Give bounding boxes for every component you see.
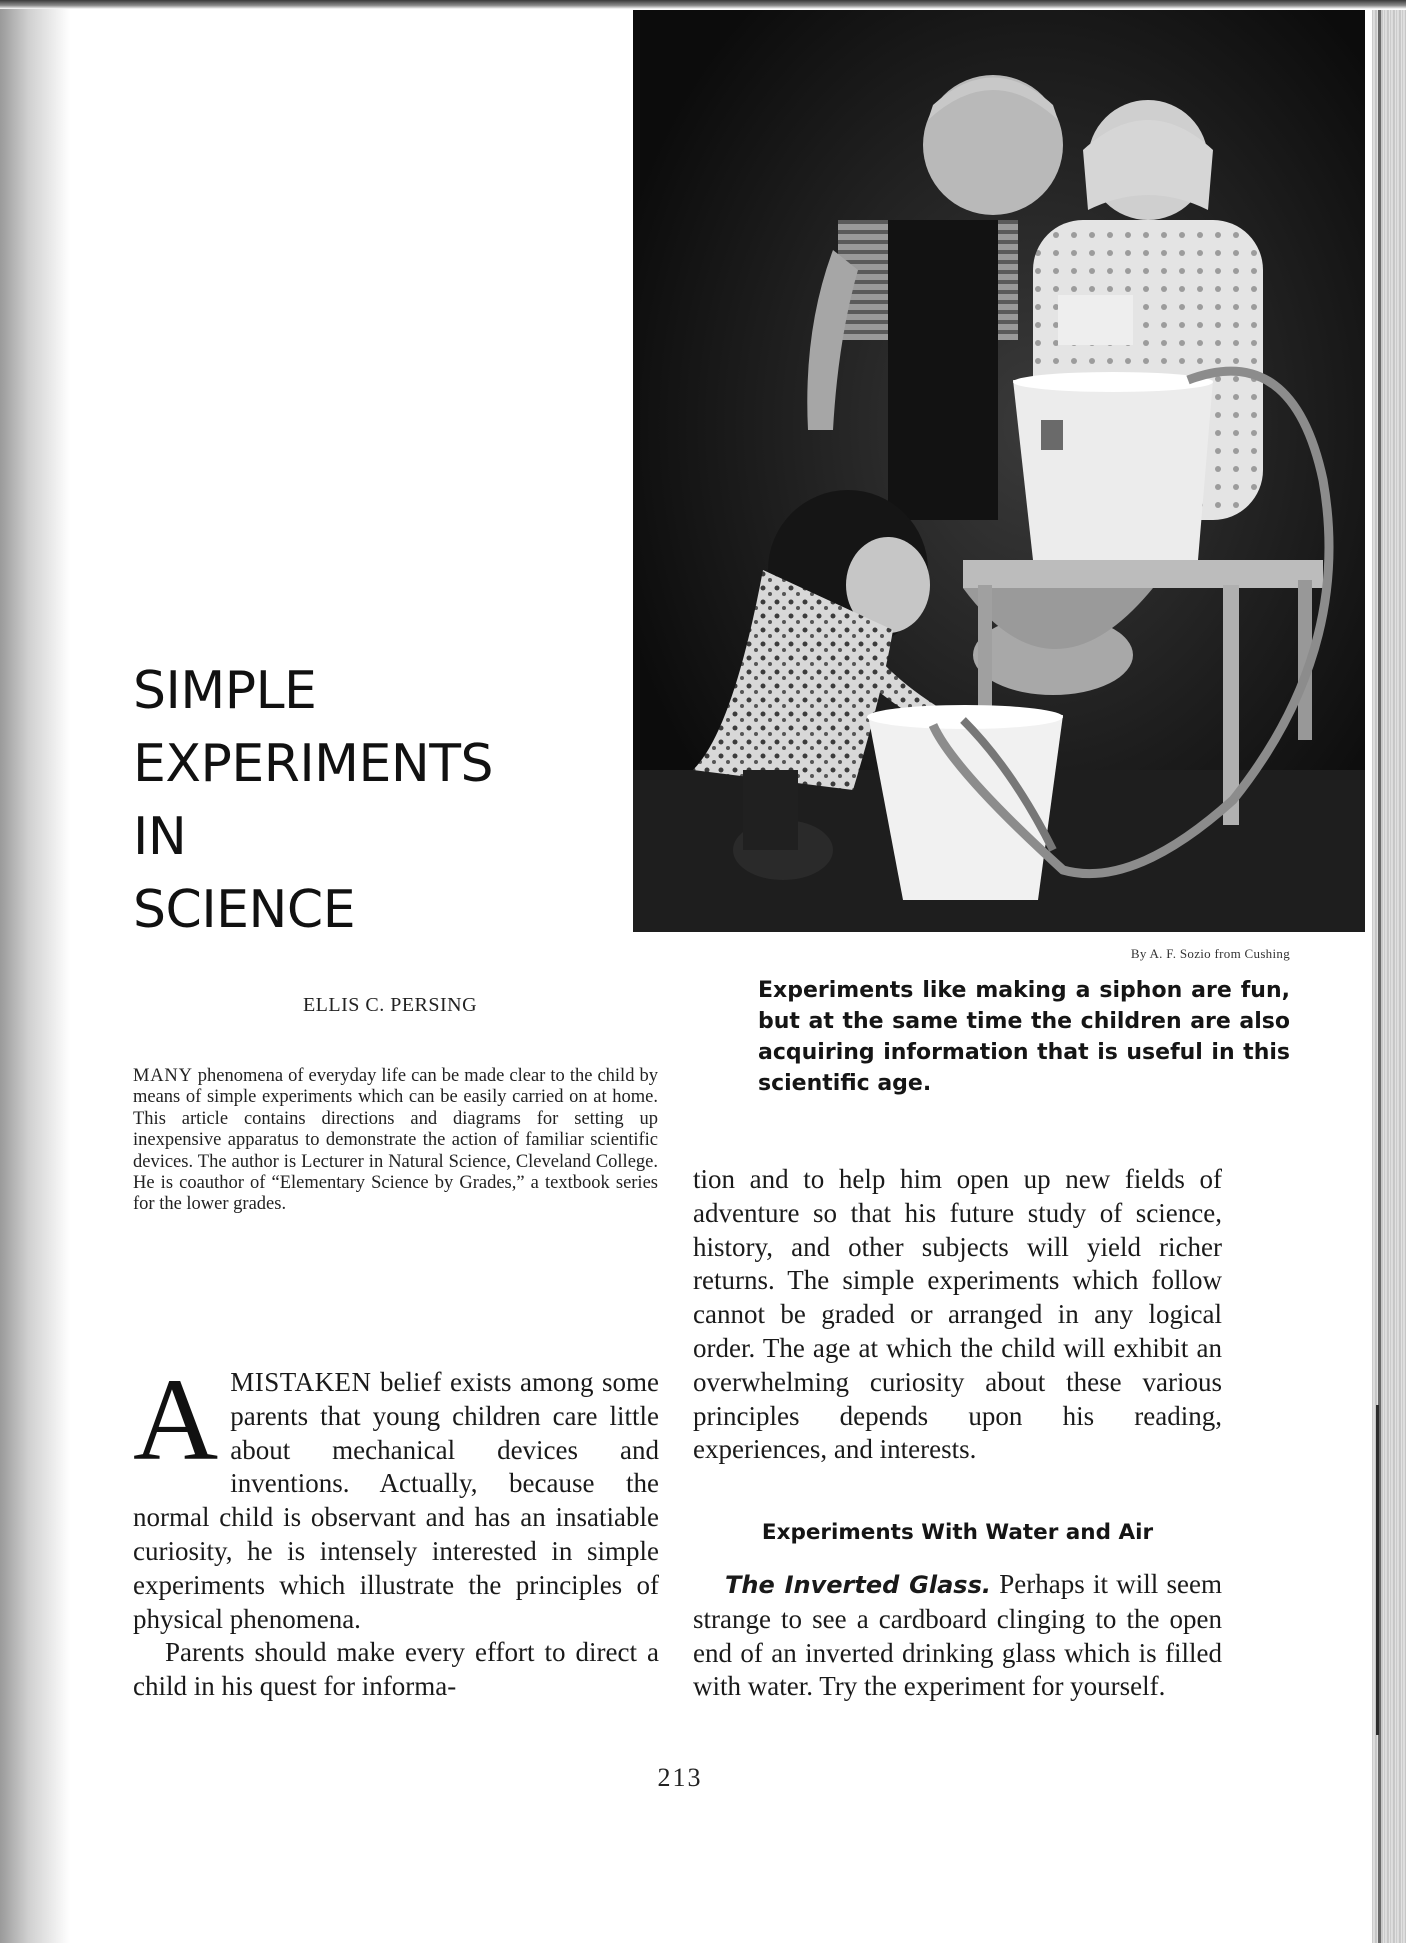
- title-line: SCIENCE: [133, 880, 356, 940]
- article-title: [133, 655, 553, 947]
- children-siphon-illustration: [633, 10, 1365, 932]
- run-in-heading: The Inverted Glass.: [725, 1571, 991, 1599]
- drop-cap: A: [133, 1354, 219, 1485]
- paragraph-lead: MISTAKEN: [230, 1367, 372, 1397]
- body-paragraph: Parents should make every effort to direct a child in his quest for informa-: [133, 1637, 659, 1702]
- scan-shadow: [0, 0, 70, 1943]
- photo-credit: By A. F. Sozio from Cushing: [1130, 946, 1290, 961]
- page-number: 213: [657, 1763, 703, 1792]
- photo-caption: Experiments like making a siphon are fun, but at the same time the children are also acquiring information that is useful in this scientific age.: [758, 978, 1290, 1096]
- body-paragraph: [133, 1354, 659, 1636]
- title-line: IN: [133, 807, 187, 867]
- intro-text: phenomena of everyday life can be made clear to the child by means of simple experiments which can be easily carried on at home. This article contains directions and diagrams for setting up inexpensive apparatus to demonstrate the action of familiar scientific devices. The author is Lecturer in Natural Science, Cleveland College. He is coauthor of “Elementary Science by Grades,” a textbook series for the lower grades.: [133, 1066, 658, 1215]
- paragraph-text: belief exists among some parents that young children care little about mechanical devices and inventions. Actually, because the normal child is observant and has an insatiable curiosity, he is intensely interested in simple experiments which illustrate the principles of physical phenomena.: [133, 1367, 659, 1634]
- body-column-right: [693, 1163, 1222, 1467]
- body-paragraph-continued: tion and to help him open up new fields of adventure so that his future study of science, history, and other subjects will yield richer returns. The simple experiments which follow cannot be graded or arranged in any logical order. The age at which the child will exhibit an overwhelming curiosity about these various principles depends upon his reading, experiences, and interests.: [693, 1164, 1222, 1465]
- body-paragraph: [693, 1568, 1222, 1704]
- siphon-photo: [633, 10, 1365, 932]
- author-byline: ELLIS C. PERSING: [302, 994, 478, 1016]
- top-rule: [0, 0, 1406, 9]
- title-line: SIMPLE: [133, 661, 317, 721]
- section-heading: Experiments With Water and Air: [761, 1520, 1154, 1545]
- title-line: EXPERIMENTS: [133, 734, 494, 794]
- gutter-line: [1376, 1405, 1379, 1735]
- body-column-right-lower: [693, 1568, 1222, 1704]
- paragraph-text: Perhaps it will seem strange to see a cardboard clinging to the open end of an inverted drinking glass which is filled with water. Try the experiment for yourself.: [693, 1569, 1222, 1702]
- body-column-left: [133, 1354, 659, 1704]
- intro-lead: MANY: [133, 1066, 193, 1086]
- intro-paragraph: [133, 1066, 658, 1216]
